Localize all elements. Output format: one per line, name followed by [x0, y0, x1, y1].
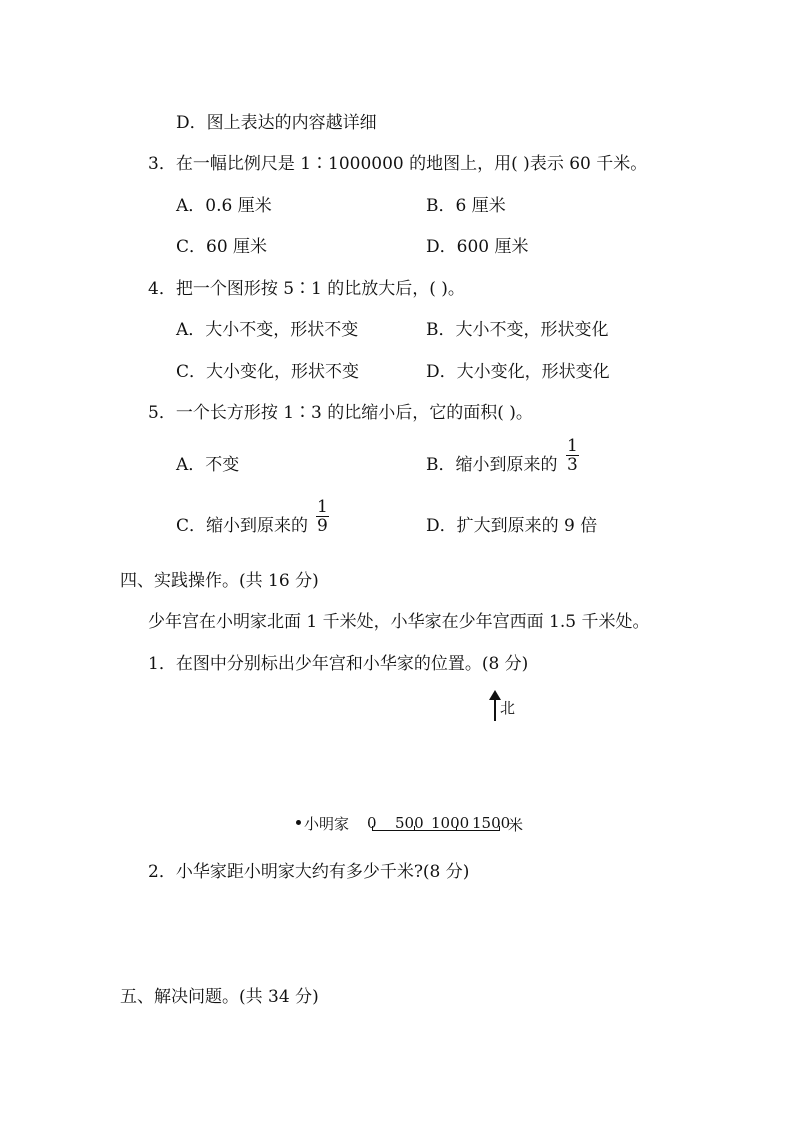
fraction-denominator: 3 [567, 455, 578, 475]
q3-option-c: C．60 厘米 [176, 237, 268, 257]
q5-option-b-fraction [566, 438, 579, 474]
q3-option-d: D．600 厘米 [426, 237, 529, 257]
q2-option-d: D．图上表达的内容越详细 [176, 113, 377, 133]
fraction-numerator: 1 [567, 436, 578, 456]
q3-option-b: B．6 厘米 [426, 196, 506, 216]
section5-title: 五、解决问题。(共 34 分) [120, 987, 319, 1007]
q5-option-a: A．不变 [176, 455, 240, 475]
q3-option-a: A．0.6 厘米 [176, 196, 272, 216]
scale-tick-label-0: 0 [367, 814, 377, 832]
section4-q2: 2．小华家距小明家大约有多少千米?(8 分) [148, 862, 470, 882]
scale-unit-label: 米 [508, 816, 524, 834]
fraction-numerator: 1 [317, 497, 328, 517]
q4-option-b: B．大小不变，形状变化 [426, 320, 609, 340]
q3-stem: 3．在一幅比例尺是 1∶1000000 的地图上，用( )表示 60 千米。 [148, 154, 648, 174]
q4-option-d: D．大小变化，形状变化 [426, 362, 610, 382]
q4-option-c: C．大小变化，形状不变 [176, 362, 360, 382]
q5-option-d: D．扩大到原来的 9 倍 [426, 516, 598, 536]
north-label: 北 [500, 699, 516, 717]
section4-intro: 少年宫在小明家北面 1 千米处，小华家在少年宫西面 1.5 千米处。 [148, 612, 650, 632]
q5-option-b: B．缩小到原来的 [426, 455, 558, 475]
scale-tick-label-1000: 1000 [431, 814, 470, 832]
fraction-denominator: 9 [317, 516, 328, 536]
q4-option-a: A．大小不变，形状不变 [176, 320, 359, 340]
section4-q1: 1．在图中分别标出少年宫和小华家的位置。(8 分) [148, 654, 529, 674]
xiaoming-home-label: 小明家 [304, 815, 350, 833]
scale-tick-label-500: 500 [395, 814, 424, 832]
q4-stem: 4．把一个图形按 5∶1 的比放大后，( )。 [148, 279, 465, 299]
section4-title: 四、实践操作。(共 16 分) [120, 571, 319, 591]
q5-stem: 5．一个长方形按 1∶3 的比缩小后，它的面积( )。 [148, 403, 533, 423]
q5-option-c-fraction [316, 499, 329, 535]
xiaoming-home-point [296, 820, 301, 825]
scale-tick-label-1500: 1500 [472, 814, 511, 832]
q5-option-c: C．缩小到原来的 [176, 516, 309, 536]
